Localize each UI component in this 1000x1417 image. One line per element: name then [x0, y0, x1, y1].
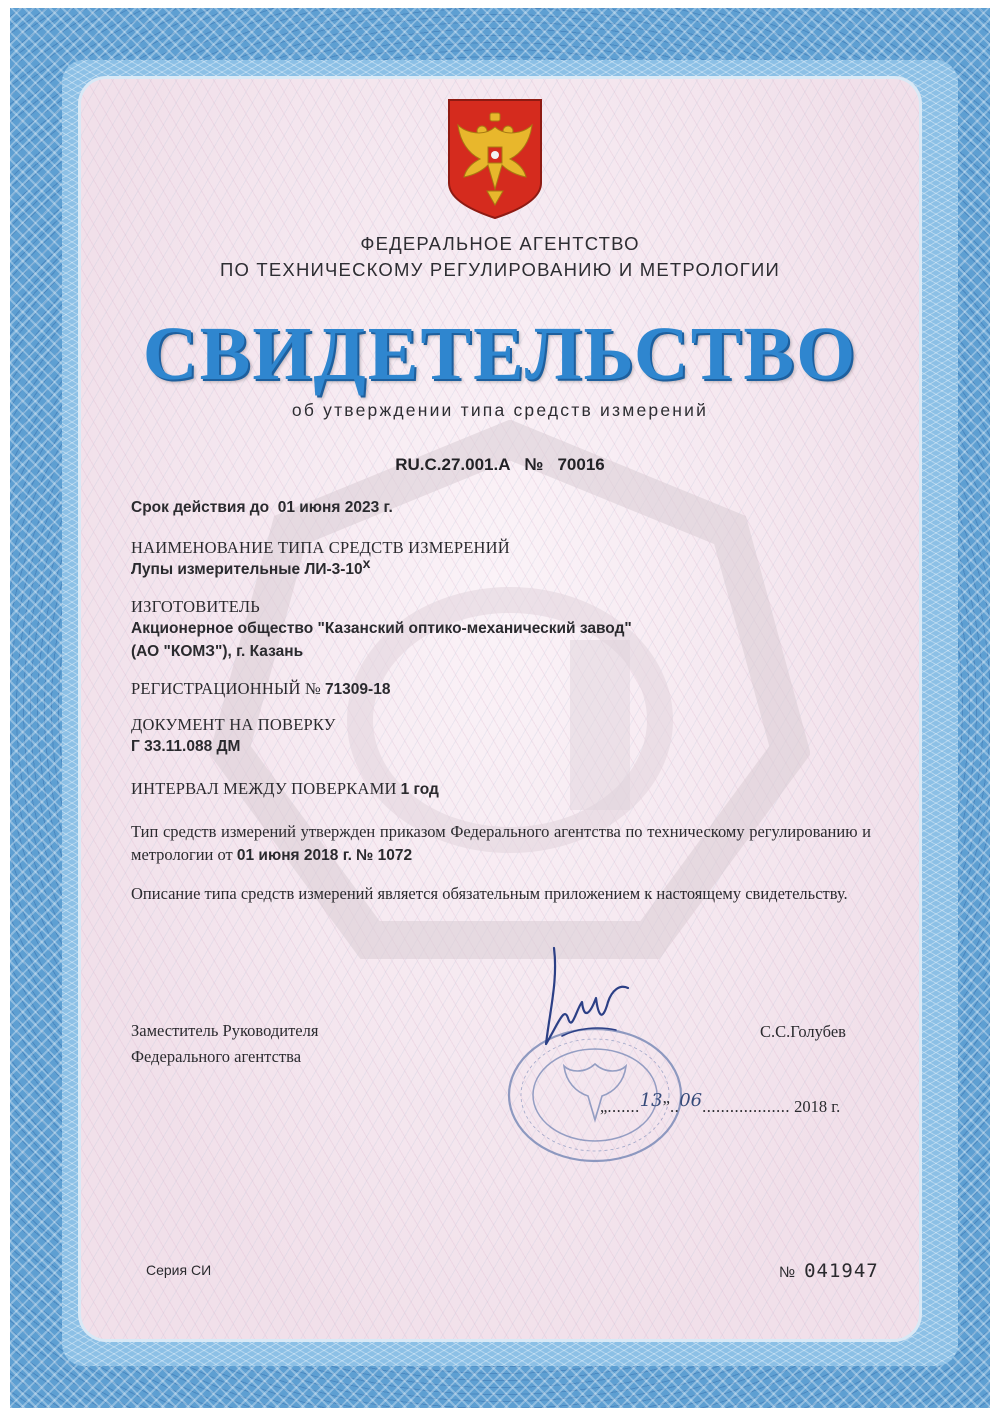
- instrument-label: НАИМЕНОВАНИЕ ТИПА СРЕДСТВ ИЗМЕРЕНИЙ: [131, 538, 510, 557]
- manufacturer-line1: Акционерное общество "Казанский оптико-механический завод": [131, 620, 632, 637]
- interval-label: ИНТЕРВАЛ МЕЖДУ ПОВЕРКАМИ: [131, 779, 397, 798]
- instrument-superscript: x: [362, 555, 371, 571]
- form-serial-number: [779, 1260, 879, 1282]
- form-serial-value: 041947: [804, 1260, 879, 1282]
- signatory-position-line2: Федерального агентства: [131, 1047, 302, 1066]
- registration-label: РЕГИСТРАЦИОННЫЙ №: [131, 679, 321, 698]
- manufacturer-line2: (АО "КОМЗ"), г. Казань: [131, 643, 304, 660]
- document-title: СВИДЕТЕЛЬСТВО: [142, 312, 858, 396]
- approval-order: № 1072: [356, 847, 413, 864]
- approval-paragraph: [131, 820, 871, 867]
- instrument-value-line: [131, 555, 371, 579]
- registration-line: [131, 679, 390, 699]
- approval-date: 01 июня 2018 г.: [236, 847, 352, 864]
- description-paragraph: Описание типа средств измерений является обязательным приложением к настоящему свидетельству.: [131, 884, 848, 903]
- form-series: Серия СИ: [146, 1262, 212, 1278]
- signatory-position-line1: Заместитель Руководителя: [131, 1021, 319, 1040]
- validity-label: Срок действия до: [131, 499, 270, 516]
- manufacturer-label: ИЗГОТОВИТЕЛЬ: [131, 597, 260, 616]
- certificate-number-label: №: [524, 455, 544, 474]
- verification-doc-value: Г 33.11.088 ДМ: [131, 738, 241, 755]
- russian-coat-of-arms-icon: [446, 97, 544, 221]
- signature-date: „.......13”..06................... 2018 г.: [600, 1090, 841, 1116]
- signature-day: 13: [639, 1090, 663, 1111]
- document-subtitle: об утверждении типа средств измерений: [291, 400, 709, 420]
- handwritten-signature: [532, 940, 642, 1060]
- certificate-code: RU.C.27.001.A: [395, 455, 511, 474]
- signatory-position: [131, 1018, 318, 1070]
- verification-doc-label: ДОКУМЕНТ НА ПОВЕРКУ: [131, 715, 336, 734]
- instrument-value: Лупы измерительные ЛИ-3-10: [131, 561, 363, 578]
- approval-text: Тип средств измерений утвержден приказом Федерального агентства по техническому регулированию и метрологии от: [131, 822, 871, 864]
- validity-line: [131, 499, 393, 517]
- agency-name-line1: ФЕДЕРАЛЬНОЕ АГЕНТСТВО: [360, 233, 640, 254]
- interval-value: 1 год: [400, 781, 439, 798]
- signature-year: 2018 г.: [794, 1097, 841, 1116]
- certificate-number: [100, 455, 900, 475]
- form-serial-label: №: [779, 1264, 797, 1281]
- signatory-name: С.С.Голубев: [760, 1022, 846, 1041]
- registration-value: 71309-18: [324, 681, 391, 698]
- validity-date: 01 июня 2023 г.: [277, 499, 393, 516]
- agency-name-line2: ПО ТЕХНИЧЕСКОМУ РЕГУЛИРОВАНИЮ И МЕТРОЛОГИИ: [219, 259, 781, 280]
- signature-month: 06: [679, 1090, 703, 1111]
- certificate-number-value: 70016: [557, 455, 605, 474]
- interval-line: [131, 779, 439, 799]
